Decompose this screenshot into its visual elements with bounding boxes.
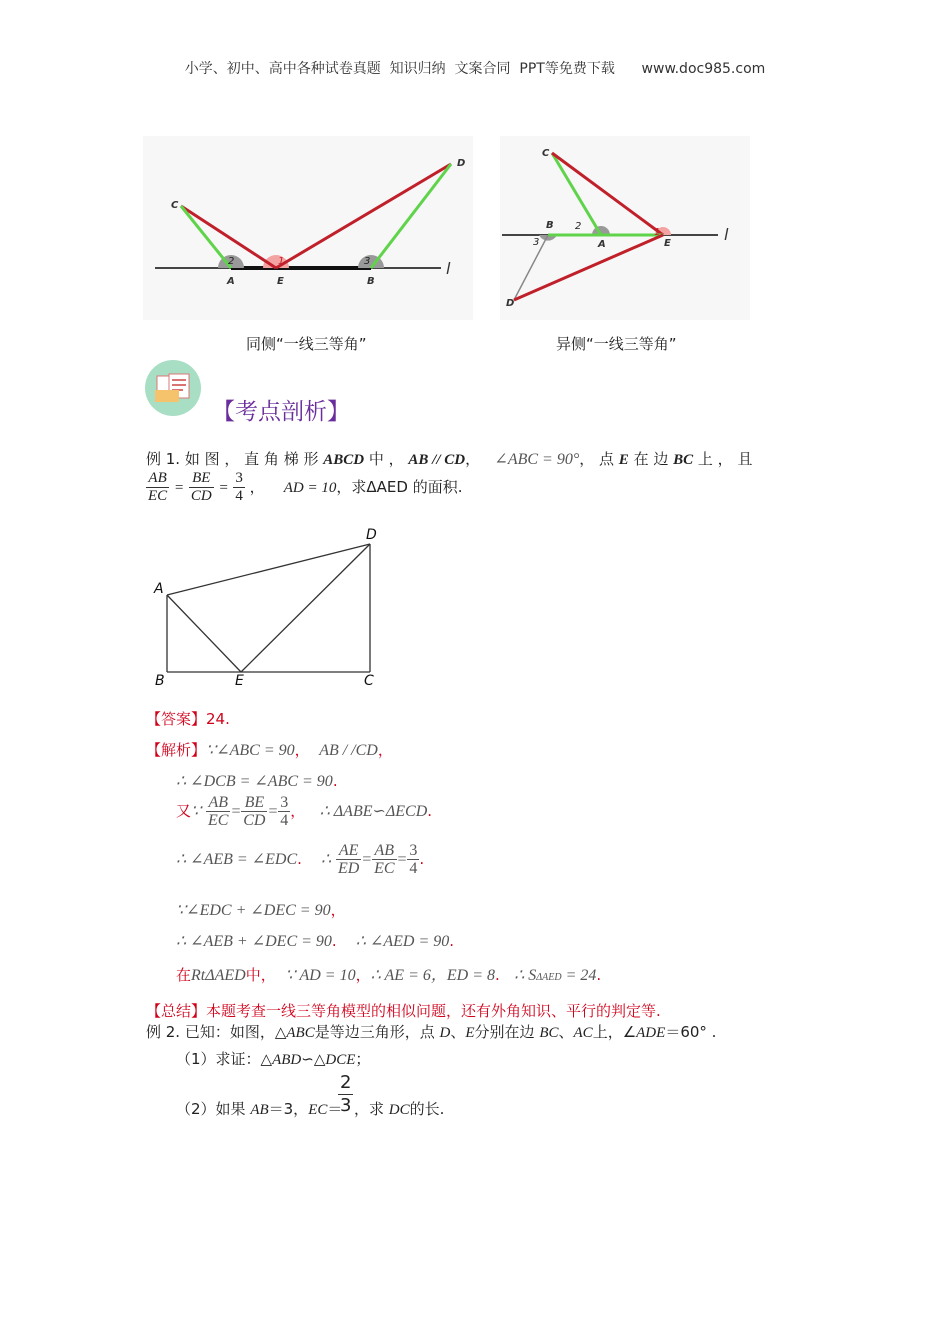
example1-intro: 例 1. 如 图 ， 直 角 梯 形 (146, 450, 324, 468)
summary-text: 本题考查一线三等角模型的相似问题，还有外角知识、平行的判定等. (206, 1002, 661, 1020)
caption-opposite-side: 异侧“一线三等角” (556, 335, 677, 353)
equals: = (218, 480, 229, 496)
example2-line1: 例 2. 已知：如图，△ABC是等边三角形，点 D、E分别在边 BC、AC上，∠ADE＝60° . (146, 1023, 717, 1041)
analysis-line1: 【解析】∵∠ABC = 90， AB / /CD， (146, 741, 393, 759)
segment-ed (276, 164, 451, 268)
analysis-line5: ∵∠EDC + ∠DEC = 90， (176, 901, 346, 919)
segment-bd (514, 235, 548, 300)
label-angle-1: 1 (278, 256, 285, 267)
label-c: C (542, 148, 550, 159)
label-a: A (598, 239, 606, 250)
label-e: E (664, 238, 671, 249)
abcd: ABCD (323, 452, 365, 468)
example1-line1 (146, 448, 752, 469)
label-e: E (235, 673, 244, 689)
label-b: B (155, 673, 165, 689)
example1-dian: ， 点 (579, 450, 619, 468)
label-angle-1: 1 (654, 227, 661, 238)
example1-shangqie: 上 ， 且 (693, 450, 753, 468)
summary-label: 【总结】 (146, 1002, 207, 1020)
answer-label: 【答案】 (146, 710, 207, 728)
example2-fraction: 2 3 (340, 1072, 352, 1116)
example2-question2: （2）如果 AB＝3，EC＝ (176, 1100, 343, 1118)
side-bc: BC (673, 452, 694, 468)
label-d: D (366, 527, 377, 543)
analysis-line2: ∴ ∠DCB = ∠ABC = 90. (176, 772, 338, 790)
folder-icon (145, 360, 201, 416)
label-c: C (364, 673, 374, 689)
segment-ca (181, 206, 231, 268)
fraction-ab-ec: $\frac{AB}{EC}$ (148, 470, 168, 504)
point-e: E (618, 452, 629, 468)
label-c: C (171, 200, 179, 211)
example1-figure (146, 524, 386, 694)
ad-10: AD = 10 (283, 480, 337, 496)
same-side-diagram (143, 136, 473, 320)
label-angle-3: 3 (364, 256, 371, 267)
section-title: 【考点剖析】 (212, 399, 350, 425)
label-d: D (457, 158, 466, 169)
example1-zhong: 中 ， (364, 450, 409, 468)
opposite-side-diagram (500, 136, 750, 320)
analysis-line3: 又∵ $\frac{AB}{EC}$ = $\frac{BE}{CD}$ = $\frac{3}{4}$ ， ∴ ΔABE∽ΔECD. (176, 794, 433, 829)
comma: ， (465, 450, 481, 468)
section-icon (145, 360, 201, 416)
angle-abc: ∠ABC = 90° (494, 451, 580, 468)
label-b: B (367, 276, 375, 287)
fraction-3-4: $\frac{3}{4}$ (235, 470, 243, 504)
page-header: 小学、初中、高中各种试卷真题 知识归纳 文案合同 PPT等免费下载 www.doc985.com (184, 61, 766, 77)
summary (146, 1000, 661, 1021)
label-l: l (446, 259, 451, 278)
answer-value: 24 (206, 710, 226, 728)
analysis-line4: ∴ ∠AEB = ∠EDC. ∴ $\frac{AE}{ED}$ = $\frac{AB}{EC}$ = $\frac{3}{4}$ . (176, 842, 425, 877)
label-angle-2: 2 (575, 221, 582, 232)
figure-same-side (143, 136, 473, 320)
analysis-line7: 在RtΔAED中， ∵ AD = 10，∴ AE = 6，ED = 8. ∴ SΔAED = 24. (176, 966, 602, 984)
analysis-label: 【解析】 (146, 741, 207, 759)
label-a: A (227, 276, 235, 287)
example2-question2-tail: ，求 DC的长. (354, 1100, 445, 1118)
label-angle-2: 2 (228, 256, 235, 267)
label-e: E (277, 276, 284, 287)
label-l: l (724, 225, 729, 244)
example2-question1: （1）求证：△ABD∽△DCE； (176, 1050, 371, 1068)
example1-zaibian: 在 边 (628, 450, 674, 468)
analysis-line6: ∴ ∠AEB + ∠DEC = 90. ∴ ∠AED = 90. (176, 932, 455, 950)
label-b: B (546, 220, 554, 231)
label-d: D (506, 298, 515, 309)
label-angle-3: 3 (533, 237, 540, 248)
label-a: A (154, 581, 164, 597)
segment-ce (552, 153, 663, 235)
example1-line2: $\frac{AB}{EC}$ = $\frac{BE}{CD}$ = $\frac{3}{4}$ ， AD = 10，求ΔAED 的面积. (148, 470, 463, 504)
ab-parallel-cd: AB // CD (408, 452, 466, 468)
caption-same-side: 同侧“一线三等角” (246, 335, 367, 353)
figure-opposite-side (500, 136, 750, 320)
example1-question: ，求ΔAED 的面积. (336, 478, 463, 496)
fraction-be-cd: $\frac{BE}{CD}$ (190, 470, 212, 504)
segment-bd (371, 164, 451, 268)
answer: 【答案】24. (146, 710, 230, 728)
equals: = (173, 480, 185, 496)
